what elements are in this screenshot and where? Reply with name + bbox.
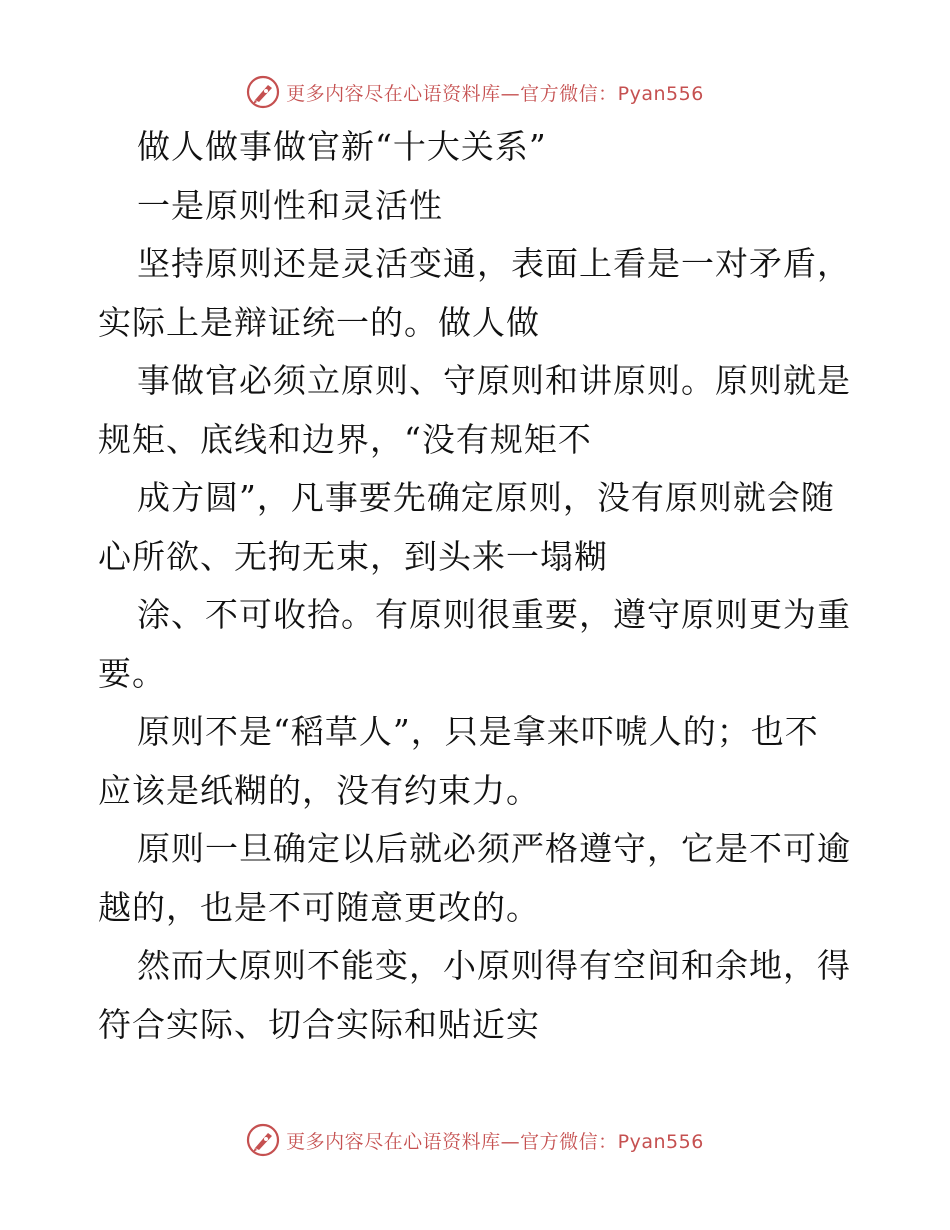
paragraph-line: 应该是纸糊的，没有约束力。	[98, 770, 540, 810]
paragraph-line: 实际上是辩证统一的。做人做	[98, 302, 540, 342]
paragraph-line: 事做官必须立原则、守原则和讲原则。原则就是	[137, 361, 851, 400]
pen-logo-icon	[246, 75, 280, 109]
paragraph-line: 原则不是“稻草人”，只是拿来吓唬人的；也不	[137, 712, 819, 751]
paragraph-line: 然而大原则不能变，小原则得有空间和余地，得	[137, 946, 851, 985]
paragraph-line: 要。	[98, 653, 166, 693]
paragraph-line: 原则一旦确定以后就必须严格遵守，它是不可逾	[137, 829, 851, 868]
banner-text: 更多内容尽在心语资料库—官方微信：Pyan556	[286, 1130, 704, 1153]
paragraph-line: 涂、不可收拾。有原则很重要，遵守原则更为重	[137, 595, 851, 634]
footer-banner	[0, 1120, 950, 1160]
paragraph-line: 坚持原则还是灵活变通，表面上看是一对矛盾，	[137, 244, 851, 283]
paragraph-line: 符合实际、切合实际和贴近实	[98, 1004, 540, 1044]
document-body	[98, 118, 858, 1054]
pen-logo-icon	[246, 1123, 280, 1157]
banner-text: 更多内容尽在心语资料库—官方微信：Pyan556	[286, 82, 704, 105]
paragraph-line: 规矩、底线和边界，“没有规矩不	[98, 419, 592, 459]
header-banner	[0, 72, 950, 112]
paragraph-line: 越的，也是不可随意更改的。	[98, 887, 540, 927]
section-heading: 一是原则性和灵活性	[137, 185, 443, 225]
document-title: 做人做事做官新“十大关系”	[137, 127, 547, 166]
paragraph-line: 心所欲、无拘无束，到头来一塌糊	[98, 536, 608, 576]
paragraph-line: 成方圆”，凡事要先确定原则，没有原则就会随	[137, 478, 835, 517]
